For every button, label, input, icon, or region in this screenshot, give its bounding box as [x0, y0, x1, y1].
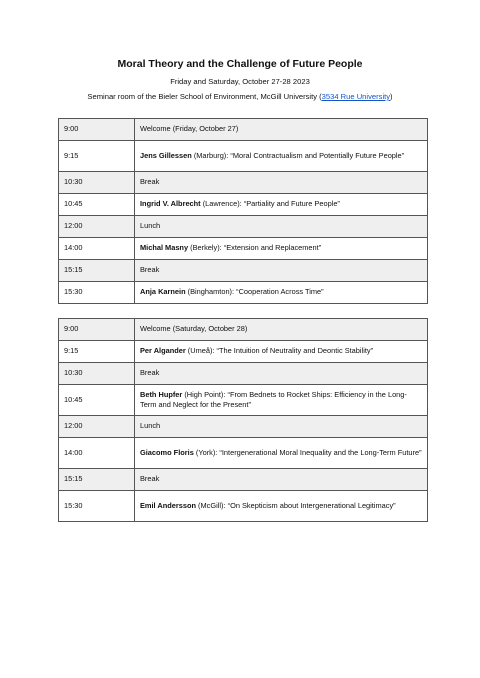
talk-detail: (Umeå): “The Intuition of Neutrality and Deontic Stability” — [185, 346, 374, 356]
time-cell: 9:15 — [59, 341, 135, 363]
event-cell — [135, 141, 428, 172]
venue-text-end: ) — [390, 92, 393, 101]
schedule-row — [59, 141, 428, 172]
time-cell: 10:30 — [59, 172, 135, 194]
talk-detail: (Marburg): “Moral Contractualism and Potentially Future People” — [191, 150, 405, 160]
schedule-row — [59, 491, 428, 522]
schedule-row — [59, 319, 428, 341]
time-cell: 15:30 — [59, 491, 135, 522]
schedule-table-friday — [58, 118, 428, 304]
event-cell: Break — [135, 260, 428, 282]
talk-detail: (York): “Intergenerational Moral Inequality and the Long-Term Future” — [193, 447, 422, 457]
event-cell: Lunch — [135, 416, 428, 438]
time-cell: 9:00 — [59, 319, 135, 341]
schedule-row — [59, 469, 428, 491]
schedule-row — [59, 119, 428, 141]
time-cell: 15:15 — [59, 260, 135, 282]
time-cell: 12:00 — [59, 416, 135, 438]
event-cell — [135, 282, 428, 304]
time-cell: 10:45 — [59, 385, 135, 416]
schedule-row — [59, 416, 428, 438]
speaker-name: Giacomo Floris — [140, 447, 194, 457]
speaker-name: Jens Gillessen — [140, 150, 192, 160]
time-cell: 15:30 — [59, 282, 135, 304]
event-cell: Break — [135, 469, 428, 491]
venue-address-link[interactable]: 3534 Rue University — [321, 92, 391, 101]
speaker-name: Anja Karnein — [140, 287, 186, 297]
time-cell: 10:45 — [59, 194, 135, 216]
schedule-row — [59, 282, 428, 304]
schedule-row — [59, 238, 428, 260]
talk-detail: (Berkely): “Extension and Replacement” — [188, 243, 322, 253]
event-cell: Welcome (Saturday, October 28) — [135, 319, 428, 341]
schedule-row — [59, 216, 428, 238]
speaker-name: Emil Andersson — [140, 500, 196, 510]
document-title: Moral Theory and the Challenge of Future People — [117, 58, 363, 70]
event-cell: Lunch — [135, 216, 428, 238]
event-cell: Break — [135, 363, 428, 385]
time-cell: 9:15 — [59, 141, 135, 172]
event-cell: Break — [135, 172, 428, 194]
speaker-name: Per Algander — [140, 346, 186, 356]
event-cell — [135, 385, 428, 416]
event-cell — [135, 341, 428, 363]
schedule-table-saturday — [58, 318, 428, 522]
time-cell: 14:00 — [59, 438, 135, 469]
event-cell — [135, 194, 428, 216]
schedule-row — [59, 194, 428, 216]
schedule-row — [59, 363, 428, 385]
time-cell: 12:00 — [59, 216, 135, 238]
venue-text: Seminar room of the Bieler School of Environment, McGill University ( — [87, 92, 322, 101]
talk-detail: (High Point): “From Bednets to Rocket Ships: Efficiency in the Long-Term and Neglect for the Present” — [140, 389, 407, 409]
time-cell: 10:30 — [59, 363, 135, 385]
time-cell: 15:15 — [59, 469, 135, 491]
schedule-row — [59, 172, 428, 194]
event-venue — [0, 92, 480, 101]
schedule-row — [59, 341, 428, 363]
schedule-row — [59, 385, 428, 416]
talk-detail: (Lawrence): “Partiality and Future People” — [200, 199, 340, 209]
talk-detail: (Binghamton): “Cooperation Across Time” — [185, 287, 324, 297]
event-date: Friday and Saturday, October 27-28 2023 — [170, 77, 310, 86]
event-cell — [135, 238, 428, 260]
event-cell — [135, 438, 428, 469]
schedule-row — [59, 438, 428, 469]
schedule-row — [59, 260, 428, 282]
time-cell: 14:00 — [59, 238, 135, 260]
talk-detail: (McGill): “On Skepticism about Intergenerational Legitimacy” — [196, 500, 396, 510]
speaker-name: Michal Masny — [140, 243, 189, 253]
speaker-name: Beth Hupfer — [140, 389, 183, 399]
time-cell: 9:00 — [59, 119, 135, 141]
event-cell: Welcome (Friday, October 27) — [135, 119, 428, 141]
speaker-name: Ingrid V. Albrecht — [140, 199, 201, 209]
event-cell — [135, 491, 428, 522]
